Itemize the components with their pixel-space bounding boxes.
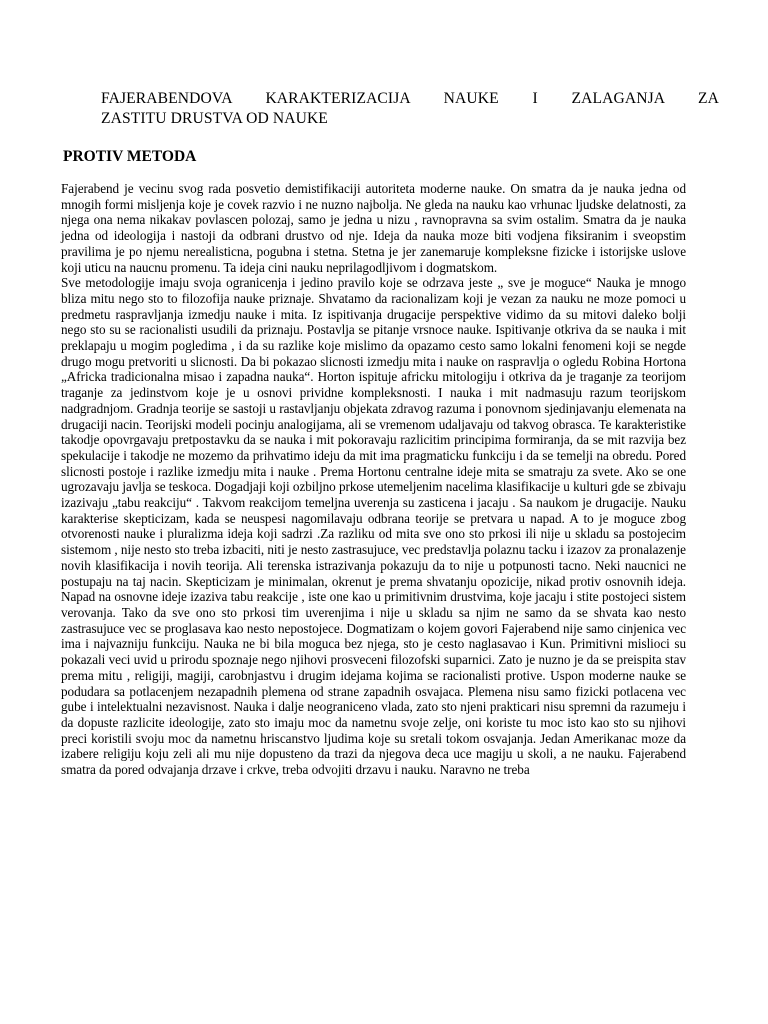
paragraph-2: Sve metodologije imaju svoja ogranicenja i jedino pravilo koje se odrzava jeste „ sve je moguce“ Nauka je mnogo bliza mitu nego sto to filozofija nauke priznaje. Shvatamo da racionalizam koji je vezan za nauku ne moze pomoci u predmetu raspravljanja izmedju nauke i mita. Iz ispitivanja drugacije perspektive vidimo da su mitovi daleko bolji nego sto su se racionalisti usudili da priznaju. Postavlja se pitanje vrsnoce nauke. Ispitivanje otkriva da se nauka i mit preklapaju u mogim pogledima , i da su razlike koje mislimo da opazamo cesto samo lokalni fenomeni koji se negde drugo mogu pretvoriti u slicnosti. Da bi pokazao slicnosti izmedju mita i nauke on raspravlja o ogledu Robina Hortona „Africka tradicionalna misao i zapadna nauka“. Horton ispituje africku mitologiju i otkriva da je traganje za teorijom traganje za jedinstvom koje je u osnovi prividne kompleksnosti. I nauka i mit nadmasuju razum teorijskom nadgradnjom. Gradnja teorije se sastoji u rastavljanju objekata zdravog razuma i ponovnom sjedinjavanju elemenata na drugaciji nacin. Teorijski modeli pocinju analogijama, ali se vremenom udaljavaju od takvog obrasca. Te karakteristike takodje opovrgavaju pretpostavku da se nauka i mit pokoravaju razlicitim principima formiranja, da se mit razvija bez spekulacije i takodje ne mozemo da prihvatimo ideju da mit ima pragmaticku funkciju i da se temelji na obredu. Pored slicnosti postoje i razlike izmedju mita i nauke . Prema Hortonu centralne ideje mita se smatraju za svete. Ako se one ugrozavaju javlja se teskoca. Dogadjaji koji ozbiljno prkose utemeljenim nacelima klasifikacije u kulturi gde se zbivaju izazivaju „tabu reakciju“ . Takvom reakcijom temeljna uverenja su zasticena i jacaju . Sa naukom je drugacije. Nauku karakterise skepticizam, kada se neuspesi nagomilavaju odbrana teorije se pretvara u napad. A to je moguce zbog otvorenosti nauke i pluralizma ideja koji sadrzi .Za razliku od mita sve ono sto prkosi ili nije u skladu sa postojecim sistemom , nije nesto sto treba izbaciti, niti je nesto zastrasujuce, vec predstavlja polaznu tacku i izazov za pronalazenje novih klasifikacija i novih teorija. Ali terenska istrazivanja pokazuju da to nije u potpunosti tacno. Neki naucnici ne postupaju na taj nacin. Skepticizam je minimalan, okrenut je prema shvatanju opozicije, nikad protiv osnovnih ideja. Napad na osnovne ideje izaziva tabu reakcije , iste one kao u primitivnim drustvima, koje jacaju i stite postojeci sistem verovanja. Tako da sve ono sto prkosi tim uverenjima i nije u skladu sa njim ne samo da se shvata kao nesto zastrasujuce vec se proglasava kao nesto nepostojece. Dogmatizam o kojem govori Fajerabend nije samo cinjenica vec ima i najvazniju funkciju. Nauka ne bi bila moguca bez njega, sto je cesto naglasavao i Kun. Primitivni mislioci su pokazali veci uvid u prirodu spoznaje nego njihovi prosveceni filozofski suparnici. Zato je nuzno je da se preispita stav prema mitu , religiji, magiji, carobnjastvu i drugim idejama kojima se racionalisti protive. Uspon moderne nauke se podudara sa potlacenjem nezapadnih plemena od strane zapadnih osvajaca. Plemena nisu samo fizicki potlacena vec gube i intelektualni nezavisnost. Nauka i dalje neograniceno vlada, zato sto njeni prakticari nisu spremni da razumeju i da dopuste razlicite ideologije, zato sto imaju moc da nametnu svoje zelje, oni koriste tu moc isto kao sto su njihovi preci koristili svoju moc da nametnu hriscanstvo ljudima koje su sretali tokom osvajanja. Jedan Amerikanac moze da izabere religiju koju zeli ali mu nije dopusteno da trazi da njegova deca uce magiju u skoli, a ne nauku. Fajerabend smatra da pored odvajanja drzave i crkve, treba odvojiti drzavu i nauku. Naravno ne treba bbox=[61, 275, 686, 778]
paragraph-1: Fajerabend je vecinu svog rada posvetio demistifikaciji autoriteta moderne nauke. On smatra da je nauka jedna od mnogih formi misljenja koje je covek razvio i ne nuzno najbolja. Ne gleda na nauku kao vrhunac ljudske delatnosti, za njega ona nema nikakav povlascen polozaj, samo je jedna u nizu , ravnopravna sa svim ostalim. Smatra da je nauka jedna od ideologija i nastoji da odbrani drustvo od nje. Ideja da nauka moze biti vodjena fiksiranim i sveopstim pravilima je po njemu nerealisticna, pogubna i stetna. Stetna je jer zanemaruje kompleksne fizicke i istorijske uslove koji uticu na naucnu promenu. Ta ideja cini nauku neprilagodljivom i dogmatskom. bbox=[61, 181, 686, 275]
body-text bbox=[61, 181, 686, 778]
section-heading: PROTIV METODA bbox=[63, 148, 197, 165]
document-title bbox=[101, 89, 719, 129]
document-title-line-2: ZASTITU DRUSTVA OD NAUKE bbox=[101, 110, 328, 127]
document-title-line-1: FAJERABENDOVA KARAKTERIZACIJA NAUKE I ZALAGANJA ZA bbox=[101, 90, 719, 107]
